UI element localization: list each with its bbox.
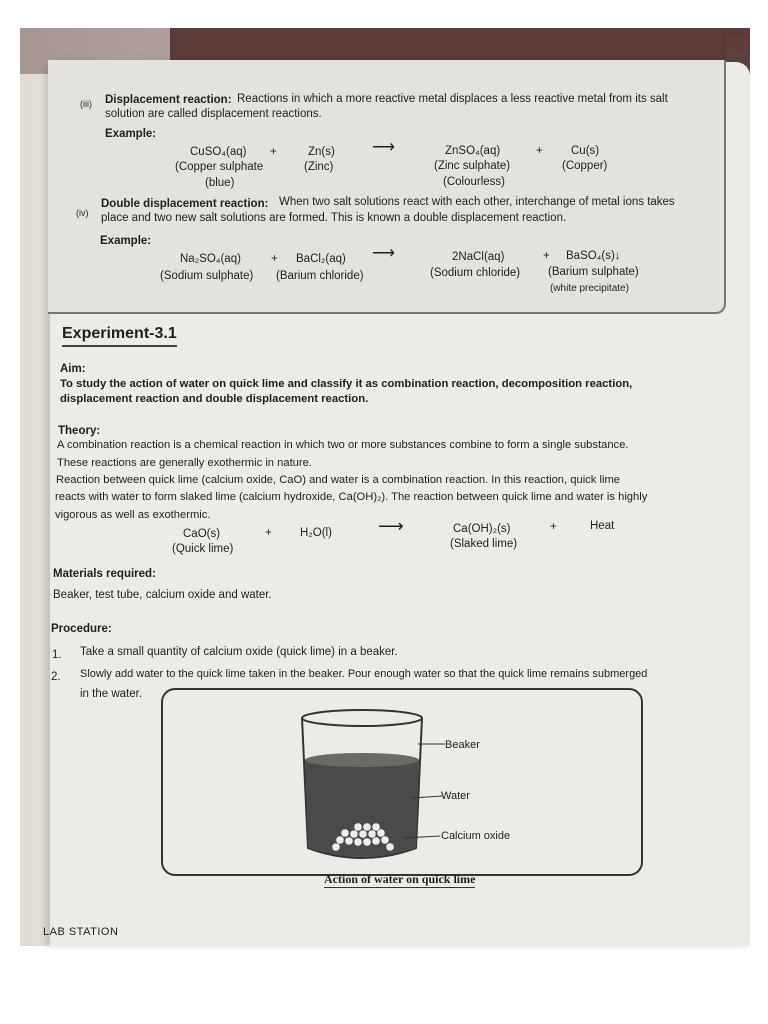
- reactant: BaCl₂(aq): [296, 253, 346, 265]
- product: 2NaCl(aq): [452, 251, 505, 263]
- product-name: (Zinc sulphate): [434, 160, 511, 172]
- example-label: Example:: [100, 235, 152, 247]
- reactant-name: (Quick lime): [172, 543, 234, 555]
- materials-text: Beaker, test tube, calcium oxide and water.: [53, 589, 272, 601]
- procedure-heading: Procedure:: [51, 623, 112, 635]
- plus: +: [536, 145, 543, 157]
- reactant-name: (Copper sulphate: [175, 161, 264, 173]
- step-number: 1.: [52, 649, 62, 661]
- reactant: CuSO₄(aq): [190, 146, 247, 158]
- reactant: CaO(s): [183, 528, 221, 540]
- figure-caption: Action of water on quick lime: [324, 872, 476, 886]
- reactant: H₂O(l): [300, 527, 332, 539]
- product: Ca(OH)₂(s): [453, 523, 511, 535]
- product: ZnSO₄(aq): [445, 145, 501, 157]
- experiment-title: Experiment-3.1: [62, 325, 177, 347]
- plus: +: [270, 146, 277, 158]
- product: Heat: [590, 520, 615, 532]
- reactant-name: (Sodium sulphate): [160, 270, 254, 282]
- product-note: (Colourless): [443, 176, 505, 188]
- theory-text: reacts with water to form slaked lime (calcium hydroxide, Ca(OH)₂). The reaction between quick lime and water is highly: [55, 491, 648, 503]
- item-number: (iii): [80, 99, 92, 109]
- item-number: (iv): [76, 208, 89, 218]
- theory-text: A combination reaction is a chemical reaction in which two or more substances combine to form a single substance.: [57, 439, 629, 451]
- product-note: (white precipitate): [550, 283, 629, 294]
- plus: +: [550, 521, 557, 533]
- reactant: Na₂SO₄(aq): [180, 253, 241, 265]
- step-text: in the water.: [80, 688, 143, 700]
- step-number: 2.: [51, 671, 61, 683]
- label-calcium-oxide: Calcium oxide: [441, 830, 511, 842]
- materials-heading: Materials required:: [53, 568, 156, 580]
- product-name: (Copper): [562, 160, 608, 172]
- theory-text: vigorous as well as exothermic.: [55, 509, 211, 521]
- label-water: Water: [441, 790, 470, 802]
- aim-heading: Aim:: [60, 363, 86, 375]
- plus: +: [265, 527, 272, 539]
- example-label: Example:: [105, 128, 157, 140]
- reactant-name: (Barium chloride): [276, 270, 364, 282]
- label-beaker: Beaker: [445, 739, 480, 751]
- arrow: ⟶: [378, 516, 404, 536]
- theory-text: Reaction between quick lime (calcium oxide, CaO) and water is a combination reaction. In this reaction, quick lime: [56, 474, 620, 486]
- aim-text: displacement reaction and double displacement reaction.: [60, 393, 369, 405]
- reactant-name: (Zinc): [304, 161, 334, 173]
- theory-heading: Theory:: [58, 425, 101, 437]
- double-displacement-text: When two salt solutions react with each other, interchange of metal ions takes: [279, 196, 675, 208]
- displacement-text: Reactions in which a more reactive metal displaces a less reactive metal from its salt: [237, 93, 668, 105]
- product-name: (Slaked lime): [450, 538, 518, 550]
- step-text: Take a small quantity of calcium oxide (quick lime) in a beaker.: [80, 646, 398, 658]
- double-displacement-heading: Double displacement reaction:: [101, 198, 269, 210]
- beaker-diagram: [300, 708, 450, 868]
- product-name: (Barium sulphate): [548, 266, 639, 278]
- aim-text: To study the action of water on quick lime and classify it as combination reaction, decomposition reaction,: [60, 378, 633, 390]
- theory-text: These reactions are generally exothermic in nature.: [57, 457, 312, 469]
- product: Cu(s): [571, 145, 600, 157]
- step-text: Slowly add water to the quick lime taken in the beaker. Pour enough water so that the quick lime remains submerged: [80, 668, 648, 680]
- product: BaSO₄(s)↓: [566, 250, 621, 262]
- displacement-text: solution are called displacement reactions.: [105, 108, 322, 120]
- displacement-heading: Displacement reaction:: [105, 94, 232, 106]
- product-name: (Sodium chloride): [430, 267, 521, 279]
- plus: +: [271, 253, 278, 265]
- arrow: ⟶: [372, 245, 395, 262]
- footer-brand: LAB STATION: [43, 926, 119, 938]
- reactant-note: (blue): [205, 177, 235, 189]
- arrow: ⟶: [372, 139, 395, 156]
- plus: +: [543, 250, 550, 262]
- reactant: Zn(s): [308, 146, 335, 158]
- double-displacement-text: place and two new salt solutions are formed. This is known a double displacement reaction.: [101, 212, 567, 224]
